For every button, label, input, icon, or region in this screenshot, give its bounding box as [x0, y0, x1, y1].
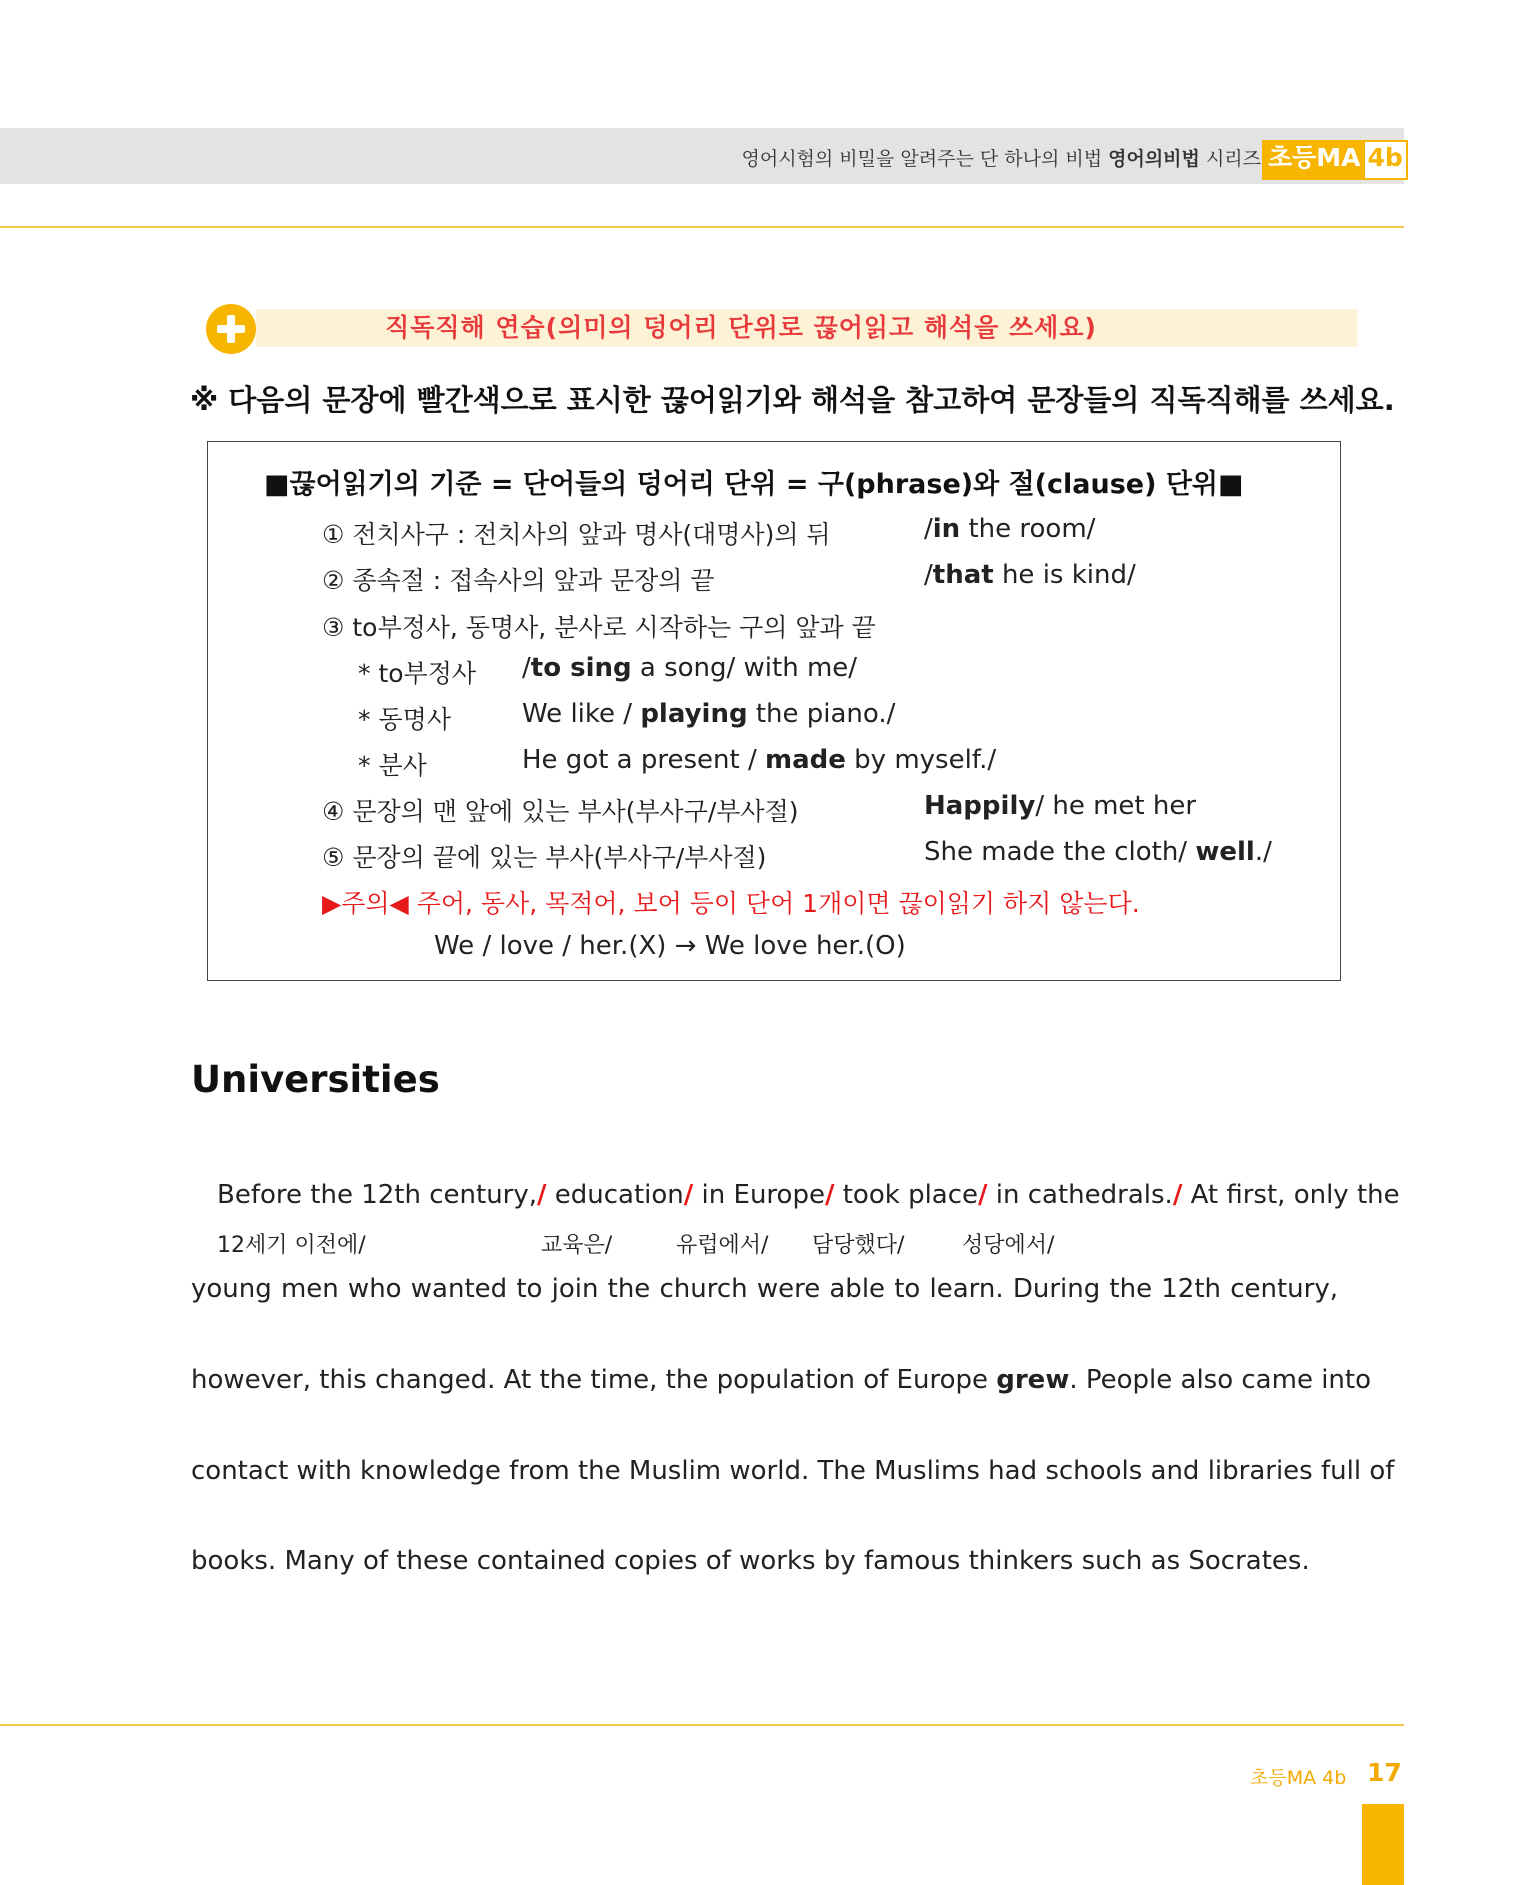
footer-divider — [0, 1724, 1404, 1726]
plus-icon — [206, 304, 256, 354]
article-title: Universities — [191, 1058, 440, 1101]
footer-label: 초등MA 4b — [1250, 1767, 1347, 1789]
footer-tab — [1362, 1804, 1404, 1885]
rule-3-label: ③ to부정사, 동명사, 분사로 시작하는 구의 앞과 끝 — [322, 613, 876, 642]
rule-4-example: Happily/ he met her — [924, 791, 1197, 821]
badge-sub: 4b — [1365, 142, 1406, 178]
sub-rule-2-label: * 동명사 — [358, 705, 451, 734]
rule-2-label: ② 종속절 : 접속사의 앞과 문장의 끝 — [322, 566, 715, 595]
badge-main: 초등MA — [1264, 142, 1365, 178]
rule-5-label: ⑤ 문장의 끝에 있는 부사(부사구/부사절) — [322, 843, 767, 872]
rule-2-example: /that he is kind/ — [924, 560, 1136, 590]
paragraph-line-5: books. Many of these contained copies of works by famous thinkers such as Socrates. — [191, 1546, 1310, 1576]
gloss-4: 담당했다/ — [812, 1233, 905, 1258]
rule-1-example: /in the room/ — [924, 514, 1096, 544]
sub-rule-1-label: * to부정사 — [358, 659, 476, 688]
series-badge — [1262, 140, 1408, 180]
header-divider — [0, 226, 1404, 228]
series-suffix: 시리즈 — [1205, 148, 1261, 170]
gloss-3: 유럽에서/ — [676, 1233, 769, 1258]
caution-note: ▶주의◀ 주어, 동사, 목적어, 보어 등이 단어 1개이면 끊이읽기 하지 않는다. — [322, 889, 1140, 918]
gloss-1: 12세기 이전에/ — [217, 1233, 366, 1258]
rule-5-example: She made the cloth/ well./ — [924, 837, 1272, 867]
gloss-2: 교육은/ — [541, 1233, 613, 1258]
paragraph-line-1: Before the 12th century,/ education/ in Europe/ took place/ in cathedrals./ At first, only the — [217, 1180, 1400, 1210]
rule-4-label: ④ 문장의 맨 앞에 있는 부사(부사구/부사절) — [322, 797, 799, 826]
page-number: 17 — [1367, 1758, 1402, 1787]
gloss-5: 성당에서/ — [962, 1233, 1055, 1258]
paragraph-line-2: young men who wanted to join the church were able to learn. During the 12th century, — [191, 1274, 1338, 1304]
sub-rule-2-example: We like / playing the piano./ — [522, 699, 896, 729]
rules-title: ■끊어읽기의 기준 = 단어들의 덩어리 단위 = 구(phrase)와 절(clause) 단위■ — [264, 469, 1244, 500]
sub-rule-3-example: He got a present / made by myself./ — [522, 745, 997, 775]
tagline-text: 영어시험의 비밀을 알려주는 단 하나의 비법 — [741, 148, 1103, 170]
sub-rule-1-example: /to sing a song/ with me/ — [522, 653, 858, 683]
paragraph-line-4: contact with knowledge from the Muslim world. The Muslims had schools and libraries full of — [191, 1456, 1395, 1486]
sub-rule-3-label: * 분사 — [358, 751, 427, 780]
header-tagline — [741, 144, 1261, 171]
caution-example: We / love / her.(X) → We love her.(O) — [434, 931, 906, 961]
instruction-text: ※ 다음의 문장에 빨간색으로 표시한 끊어읽기와 해석을 참고하여 문장들의 직독직해를 쓰세요. — [190, 383, 1395, 417]
rule-1-label: ① 전치사구 : 전치사의 앞과 명사(대명사)의 뒤 — [322, 520, 831, 549]
paragraph-line-3: however, this changed. At the time, the population of Europe grew. People also came into — [191, 1365, 1372, 1395]
series-name: 영어의비법 — [1108, 148, 1200, 170]
practice-title: 직독직해 연습(의미의 덩어리 단위로 끊어읽고 해석을 쓰세요) — [385, 313, 1097, 342]
